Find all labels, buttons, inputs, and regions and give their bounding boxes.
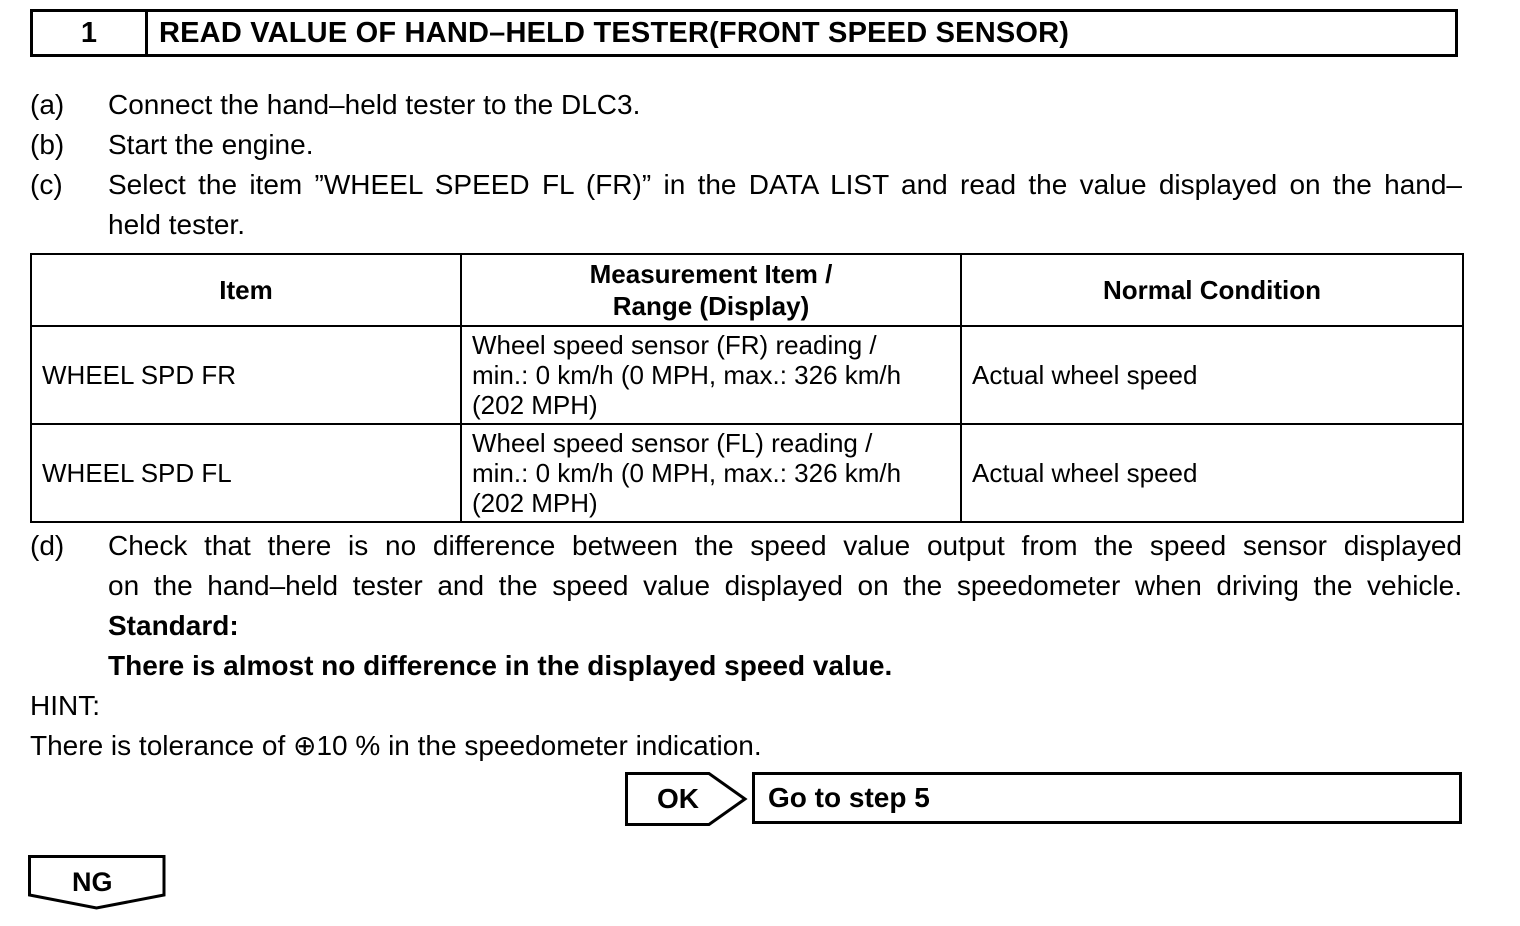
ng-label: NG <box>72 867 113 897</box>
header-measurement-line2: Range (Display) <box>612 291 810 321</box>
cell-normal-condition: Actual wheel speed <box>961 326 1463 424</box>
measurement-line: min.: 0 km/h (0 MPH, max.: 326 km/h <box>472 458 902 488</box>
measurement-line: min.: 0 km/h (0 MPH, max.: 326 km/h <box>472 360 902 390</box>
data-list-table <box>30 253 1464 523</box>
measurement-line: (202 MPH) <box>472 488 598 518</box>
step-number: 1 <box>33 12 148 54</box>
table-header-row <box>31 254 1463 326</box>
hint-text: There is tolerance of ⊕10 % in the speedometer indication. <box>30 730 762 761</box>
table-row <box>31 326 1463 424</box>
instruction-d-text-line2: on the hand–held tester and the speed value displayed on the speedometer when driving the vehicle. <box>108 570 1462 601</box>
cell-measurement <box>461 424 961 522</box>
standard-text: There is almost no difference in the displayed speed value. <box>108 650 893 681</box>
table-row <box>31 424 1463 522</box>
instruction-a-text: Connect the hand–held tester to the DLC3. <box>108 89 641 120</box>
measurement-line: Wheel speed sensor (FL) reading / <box>472 428 873 458</box>
instruction-c-text-line1: Select the item ”WHEEL SPEED FL (FR)” in the DATA LIST and read the value displayed on the hand– <box>108 169 1462 200</box>
measurement-line: Wheel speed sensor (FR) reading / <box>472 330 877 360</box>
header-measurement <box>461 254 961 326</box>
step-header <box>30 9 1458 57</box>
instruction-b-text: Start the engine. <box>108 129 314 160</box>
header-item: Item <box>31 254 461 326</box>
cell-item: WHEEL SPD FL <box>31 424 461 522</box>
header-normal-condition: Normal Condition <box>961 254 1463 326</box>
instruction-b-label: (b) <box>30 129 65 160</box>
standard-label: Standard: <box>108 610 239 641</box>
ok-action-box: Go to step 5 <box>752 772 1462 824</box>
instruction-d-text-line1: Check that there is no difference between the speed value output from the speed sensor displayed <box>108 530 1462 561</box>
cell-normal-condition: Actual wheel speed <box>961 424 1463 522</box>
instruction-c-text-line2: held tester. <box>108 209 245 240</box>
header-measurement-line1: Measurement Item / <box>589 259 833 289</box>
instruction-c-label: (c) <box>30 169 63 200</box>
hint-label: HINT: <box>30 690 100 721</box>
instruction-a-label: (a) <box>30 89 65 120</box>
cell-item: WHEEL SPD FR <box>31 326 461 424</box>
cell-measurement <box>461 326 961 424</box>
measurement-line: (202 MPH) <box>472 390 598 420</box>
step-title: READ VALUE OF HAND–HELD TESTER(FRONT SPEED SENSOR) <box>159 16 1070 49</box>
ok-label: OK <box>657 783 699 814</box>
instruction-d-label: (d) <box>30 530 65 561</box>
